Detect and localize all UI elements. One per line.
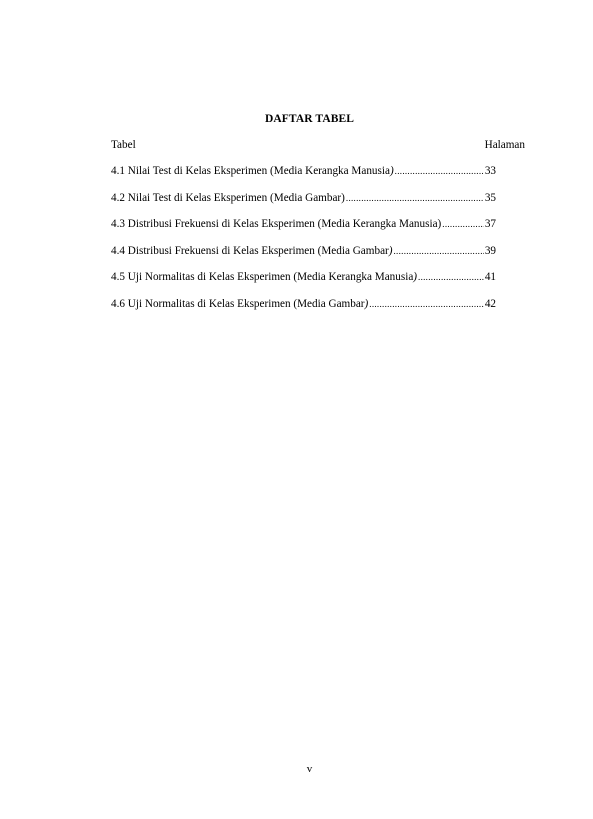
toc-leader-dots	[418, 271, 484, 284]
toc-entry-4-2	[111, 192, 496, 205]
toc-leader-dots	[346, 192, 484, 205]
toc-entry-page: 42	[484, 297, 496, 310]
column-header-tabel: Tabel	[111, 139, 136, 151]
toc-leader-dots	[369, 298, 484, 311]
footer-page-number: v	[306, 763, 313, 775]
page-title: DAFTAR TABEL	[264, 113, 355, 125]
toc-entry-page: 41	[484, 271, 496, 283]
toc-entry-4-1	[111, 165, 496, 178]
toc-entry-page: 37	[484, 218, 496, 230]
toc-entry-4-4	[111, 245, 496, 258]
table-of-tables	[111, 165, 496, 324]
toc-entry-label: 4.1 Nilai Test di Kelas Eksperimen (Media Kerangka Manusia)	[111, 165, 394, 177]
toc-entry-page: 33	[484, 165, 496, 177]
toc-entry-4-5	[111, 271, 496, 284]
toc-entry-4-6	[111, 298, 496, 311]
toc-entry-label: 4.6 Uji Normalitas di Kelas Eksperimen (Media Gambar)	[111, 297, 369, 310]
toc-leader-dots	[395, 165, 484, 178]
toc-entry-label: 4.2 Nilai Test di Kelas Eksperimen (Media Gambar)	[111, 191, 345, 204]
toc-entry-label: 4.4 Distribusi Frekuensi di Kelas Eksperimen (Media Gambar)	[111, 244, 393, 257]
toc-leader-dots	[394, 245, 484, 258]
toc-entry-4-3	[111, 218, 496, 231]
toc-entry-page: 35	[484, 191, 496, 204]
column-header-halaman: Halaman	[484, 139, 525, 151]
toc-entry-page: 39	[484, 244, 496, 257]
toc-leader-dots	[442, 218, 484, 231]
toc-entry-label: 4.5 Uji Normalitas di Kelas Eksperimen (Media Kerangka Manusia)	[111, 271, 418, 283]
toc-entry-label: 4.3 Distribusi Frekuensi di Kelas Eksperimen (Media Kerangka Manusia)	[111, 218, 442, 230]
column-header-row	[111, 139, 525, 151]
